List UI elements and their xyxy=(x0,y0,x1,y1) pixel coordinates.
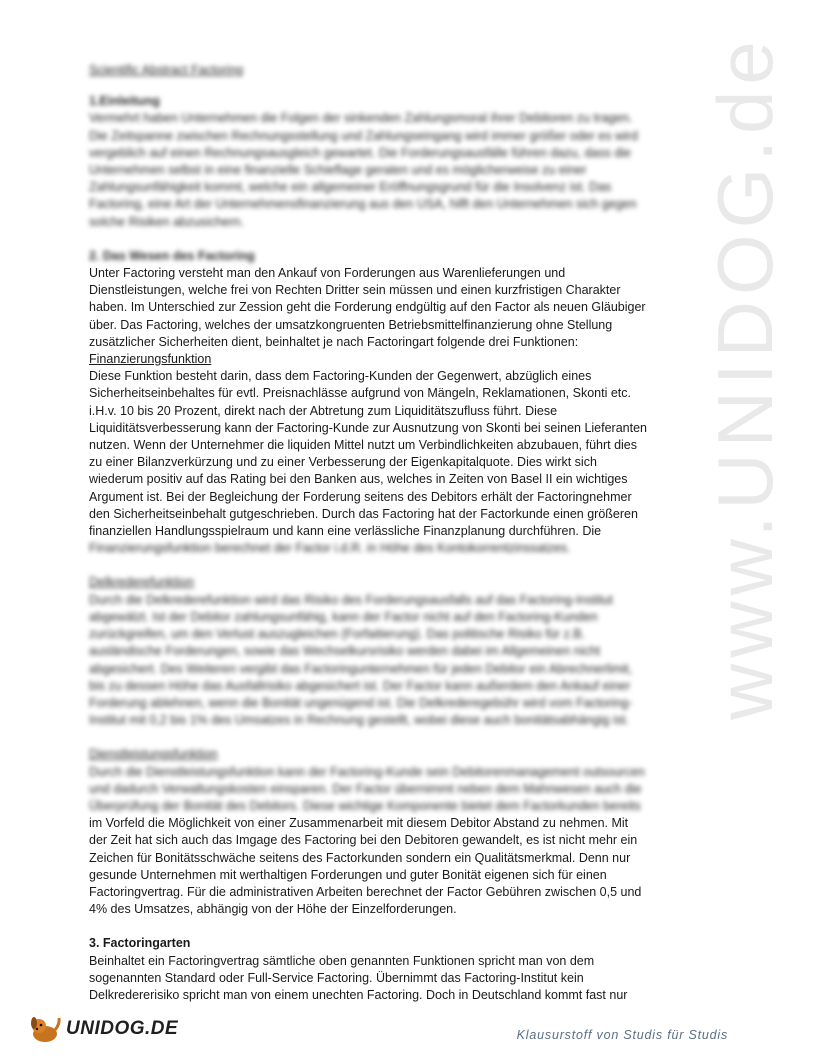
section-heading-wesen: 2. Das Wesen des Factoring xyxy=(89,248,255,263)
text-line: über. Das Factoring, welches der umsatzkongruenten Betriebsmittelfinanzierung ohne Stellung xyxy=(89,317,613,332)
text-line: solche Risiken abzusichern. xyxy=(89,214,244,229)
text-line: i.H.v. 10 bis 20 Prozent, direkt nach der Abtretung zum Liquiditätszufluss führt. Diese xyxy=(89,403,558,418)
text-line: Zahlungsunfähigkeit kommt, welche ein allgemeiner Eröffnungsgrund für die Insolvenz ist. Das xyxy=(89,180,612,195)
text-line: Factoring, eine Art der Unternehmensfinanzierung aus den USA, hilft den Unternehmen sich gegen xyxy=(89,197,637,212)
text-line: Diese Funktion besteht darin, dass dem Factoring-Kunden der Gegenwert, abzüglich eines xyxy=(89,369,592,384)
text-line: Vermehrt haben Unternehmen die Folgen der sinkenden Zahlungsmoral ihrer Debitoren zu tragen. xyxy=(89,111,633,126)
text-line: Die Zeitspanne zwischen Rechnungsstellung und Zahlungseingang wird immer größer oder es wird xyxy=(89,128,638,143)
text-line: gesunde Unternehmen mit werthaltigen Forderungen und guter Bonität eigenen sich für einen xyxy=(89,867,607,882)
text-line: der Zeit hat sich auch das Imgage des Factoring bei den Debitoren gewandelt, es ist nicht mehr ein xyxy=(89,833,638,848)
paragraph-finanzierung-blurred-line: Finanzierungsfunktion berechnet der Factor i.d.R. in Höhe des Kontokorrentzinssatzes. xyxy=(89,541,571,556)
section-heading-factoringarten: 3. Factoringarten xyxy=(89,936,191,951)
text-line: Dienstleistungen, welche frei von Rechten Dritter sein müssen und einen kurzfristigen Charakter xyxy=(89,283,621,298)
text-line: den Sicherheitseinbehalt gutgeschrieben. Durch das Factoring hat der Factorkunde einen größeren xyxy=(89,506,638,521)
text-line: zusätzlicher Sicherheiten dient, beinhaltet je nach Factoringart folgende drei Funktionen: xyxy=(89,334,579,349)
dog-logo-icon xyxy=(28,1014,62,1044)
text-line: wiederum positiv auf das Rating bei den Banken aus, welches in Zeiten von Basel II ein wichtiges xyxy=(89,472,628,487)
text-line: Liquiditätsverbesserung kann der Factoring-Kunde zur Ausnutzung von Skonti bei seinen Lieferanten xyxy=(89,420,647,435)
text-line: Sicherheitseinbehaltes für evtl. Preisnachlässe aufgrund von Mängeln, Reklamationen, Skonti etc. xyxy=(89,386,631,401)
paragraph-dienstleistung-blurred xyxy=(89,764,669,816)
subheading-delkrederefunktion: Delkrederefunktion xyxy=(89,575,194,590)
text-line: Überprüfung der Bonität des Debitors. Diese wichtige Komponente bietet dem Factorkunden bereits xyxy=(89,798,641,813)
text-line: abgesichert. Des Weiteren vergibt das Factoringunternehmen für jeden Debitor ein Abrechnerlimit, xyxy=(89,661,633,676)
paragraph-factoringarten xyxy=(89,953,669,1005)
paragraph-dienstleistungsfunktion xyxy=(89,815,669,918)
text-line: sogenannten Standard oder Full-Service Factoring. Übernimmt das Factoring-Institut kein xyxy=(89,970,584,985)
text-line: Argument ist. Bei der Begleichung der Forderung seitens des Debitors erhält der Factoringnehmer xyxy=(89,489,632,504)
text-line: vergeblich auf einen Rechnungsausgleich gewartet. Die Forderungsausfälle führen dazu, dass die xyxy=(89,145,632,160)
text-line: Factoringvertrag. Für die administrativen Arbeiten berechnet der Factor Gebühren zwischen 0,5 und xyxy=(89,884,642,899)
section-heading-einleitung: 1.Einleitung xyxy=(89,94,160,109)
text-line: Unter Factoring versteht man den Ankauf von Forderungen aus Warenlieferungen und xyxy=(89,266,566,281)
paragraph-wesen xyxy=(89,265,669,351)
text-line: Unternehmen selbst in eine finanzielle Schieflage geraten und es möglicherweise zu einer xyxy=(89,163,587,178)
text-line: Zeichen für Bonitätsschwäche seitens des Factorkunden sondern ein Qualitätsmerkmal. Denn nur xyxy=(89,850,631,865)
text-line: im Vorfeld die Möglichkeit von einer Zusammenarbeit mit diesem Debitor Abstand zu nehmen. Mit xyxy=(89,816,629,831)
text-line: 4% des Umsatzes, abhängig von der Höhe der Einzelforderungen. xyxy=(89,902,457,917)
text-line: Durch die Dienstleistungsfunktion kann der Factoring-Kunde sein Debitorenmanagement outsourcen xyxy=(89,764,645,779)
footer-brand: UNIDOG.DE xyxy=(66,1018,179,1039)
paragraph-delkrederefunktion xyxy=(89,592,669,730)
text-line: bis zu dessen Höhe das Ausfallrisiko abgesichert ist. Der Factor kann außerdem den Ankauf einer xyxy=(89,678,631,693)
text-line: und dadurch Verwaltungskosten einsparen. Der Factor übernimmt neben dem Mahnwesen auch die xyxy=(89,781,642,796)
text-line: Beinhaltet ein Factoringvertrag sämtliche oben genannten Funktionen spricht man von dem xyxy=(89,953,595,968)
text-line: zu einer Bilanzverkürzung und zu einer Verbesserung der Eigenkapitalquote. Dies wirkt sich xyxy=(89,455,597,470)
text-line: ausländische Forderungen, sowie das Wechselkursrisiko werden dabei im Allgemeinen nicht xyxy=(89,644,601,659)
subheading-finanzierungsfunktion: Finanzierungsfunktion xyxy=(89,352,212,367)
text-line: haben. Im Unterschied zur Zession geht die Forderung endgültig auf den Factor als neuen Gläubiger xyxy=(89,300,646,315)
paragraph-finanzierungsfunktion xyxy=(89,368,669,540)
text-line: abgewälzt. Ist der Debitor zahlungsunfähig, kann der Factor nicht auf den Factoring-Kunden xyxy=(89,609,598,624)
text-line: Delkredererisiko spricht man von einem unechten Factoring. Doch in Deutschland kommt fast nur xyxy=(89,987,628,1002)
paragraph-einleitung xyxy=(89,110,669,230)
footer-logo xyxy=(28,1014,178,1044)
text-line: Durch die Delkrederefunktion wird das Risiko des Forderungsausfalls auf das Factoring-Institut xyxy=(89,592,613,607)
text-line: nutzen. Wenn der Unternehmer die liquiden Mittel nutzt um Verbindlichkeiten abzubauen, führt dies xyxy=(89,438,638,453)
text-line: finanziellen Handlungsspielraum und kann eine verlässliche Finanzplanung durchführen. Die xyxy=(89,524,602,539)
footer-tagline: Klausurstoff von Studis für Studis xyxy=(516,1028,728,1042)
watermark-text: www.UNIDOG.de xyxy=(701,35,789,720)
document-title: Scientific Abstract Factoring xyxy=(89,63,244,77)
document-body xyxy=(89,62,669,1004)
text-line: Forderung ablehnen, wenn die Bonität ungenügend ist. Die Delkrederegebühr wird vom Factoring- xyxy=(89,695,633,710)
subheading-dienstleistungsfunktion: Dienstleistungsfunktion xyxy=(89,747,218,762)
text-line: Institut mit 0,2 bis 1% des Umsatzes in Rechnung gestellt, wobei diese auch bonitätsabhängig ist. xyxy=(89,713,629,728)
text-line: zurückgreifen, um den Verlust auszugleichen (Forfaitierung). Das politische Risiko für z.B. xyxy=(89,627,586,642)
